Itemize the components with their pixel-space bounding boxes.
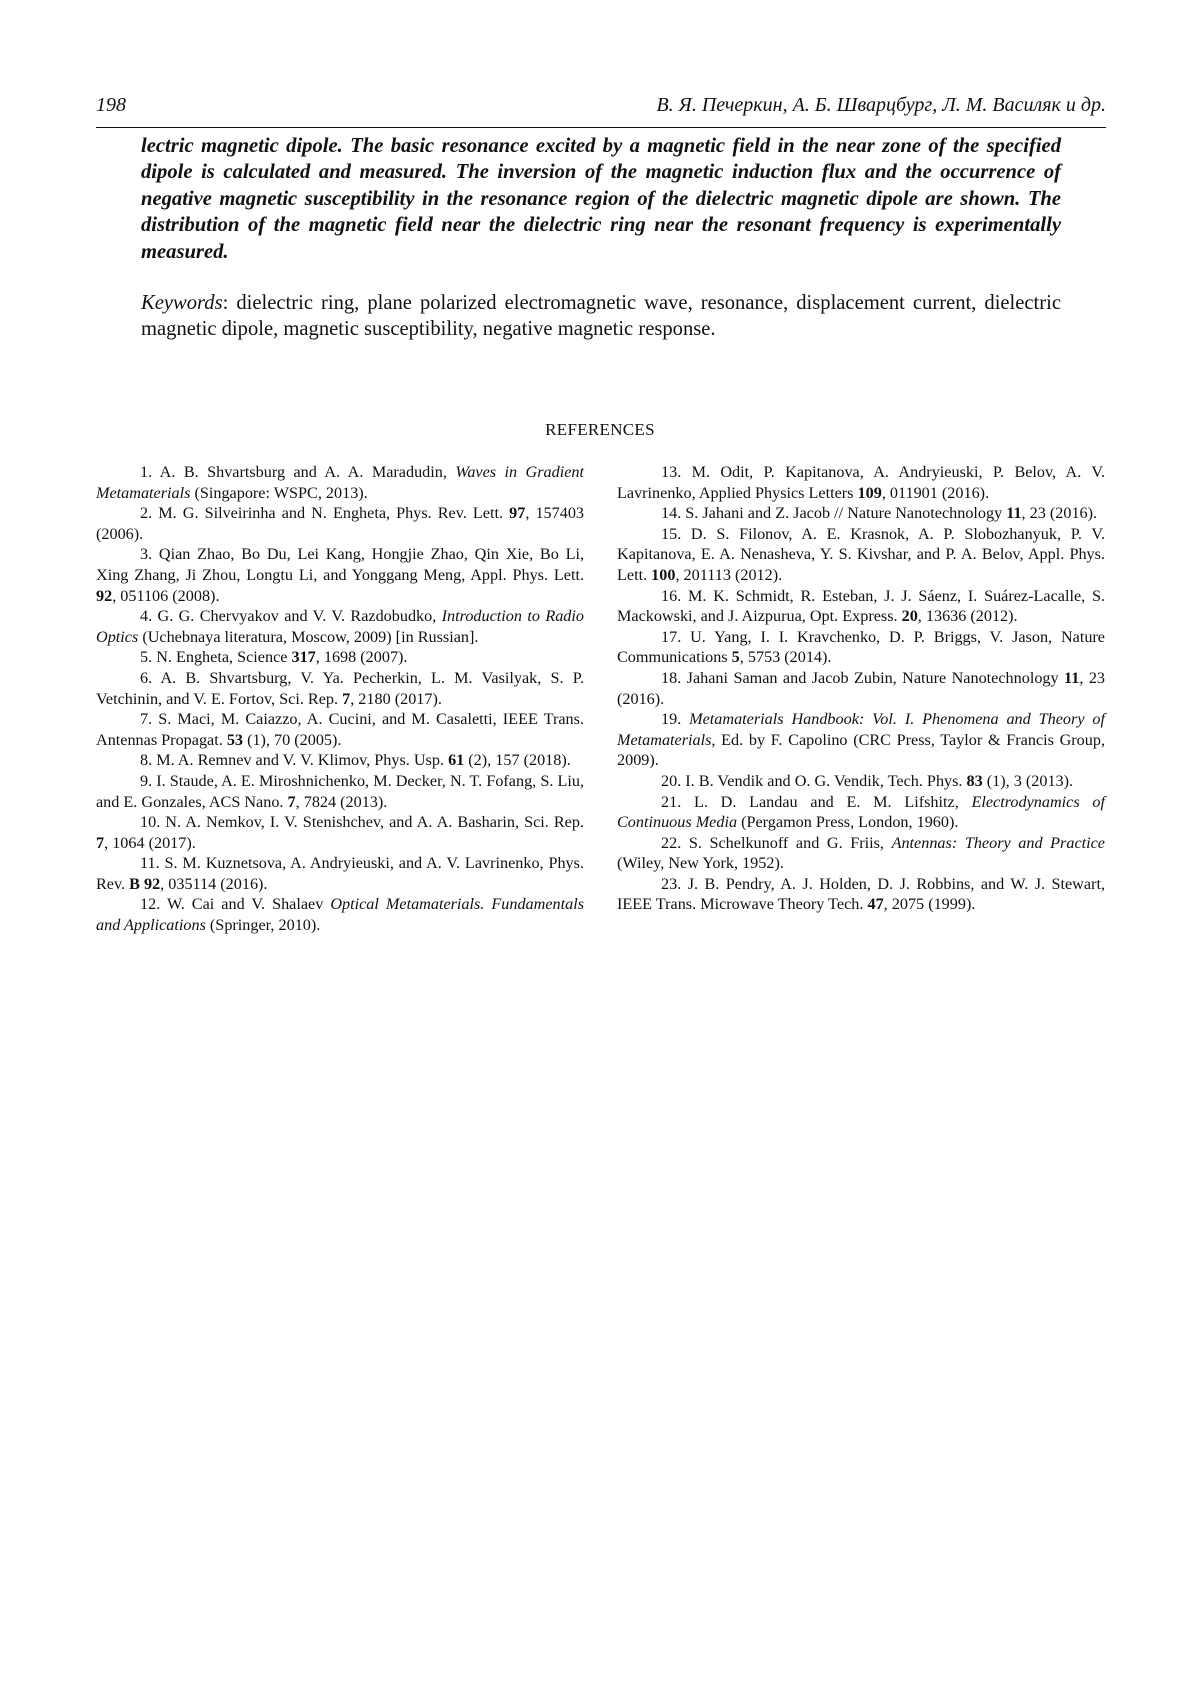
reference-text: 22. S. Schelkunoff and G. Friis, <box>661 834 892 852</box>
reference-volume-bold: 317 <box>291 648 315 666</box>
reference-text: 3. Qian Zhao, Bo Du, Lei Kang, Hongjie Zhao, Qin Xie, Bo Li, Xing Zhang, Ji Zhou, Longtu Li, and Yonggang Meng, Appl. Phys. Lett. <box>96 545 584 584</box>
reference-text: 4. G. G. Chervyakov and V. V. Razdobudko, <box>140 607 442 625</box>
reference-item <box>96 709 584 750</box>
reference-text: , 1698 (2007). <box>316 648 408 666</box>
reference-text: , 23 (2016). <box>617 669 1105 708</box>
references-column-left <box>96 462 584 936</box>
reference-item <box>96 606 584 647</box>
reference-text: , 23 (2016). <box>1022 504 1098 522</box>
reference-text: 15. D. S. Filonov, A. E. Krasnok, A. P. Slobozhanyuk, P. V. Kapitanova, E. A. Nenasheva, Y. S. Kivshar, and P. A. Belov, Appl. Phys. Lett. <box>617 525 1105 584</box>
reference-item <box>617 771 1105 792</box>
reference-text: , 157403 (2006). <box>96 504 584 543</box>
reference-text: , 2180 (2017). <box>350 690 442 708</box>
keywords <box>141 290 1061 343</box>
reference-text: 23. J. B. Pendry, A. J. Holden, D. J. Robbins, and W. J. Stewart, IEEE Trans. Microwave Theory Tech. <box>617 875 1105 914</box>
reference-volume-bold: 20 <box>902 607 918 625</box>
reference-title-italic: Antennas: Theory and Practice <box>892 834 1105 852</box>
reference-text: 7. S. Maci, M. Caiazzo, A. Cucini, and M. Casaletti, IEEE Trans. Antennas Propagat. <box>96 710 584 749</box>
reference-item <box>96 812 584 853</box>
reference-item <box>617 668 1105 709</box>
keywords-text: : dielectric ring, plane polarized electromagnetic wave, resonance, displacement current, dielectric magnetic dipole, magnetic susceptibility, negative magnetic response. <box>141 292 1061 340</box>
reference-title-italic: Waves in Gradient Metamaterials <box>96 463 584 502</box>
reference-volume-bold: 97 <box>509 504 525 522</box>
reference-item <box>617 874 1105 915</box>
reference-title-italic: Optical Metamaterials. Fundamentals and Applications <box>96 895 584 934</box>
reference-text: 1. A. B. Shvartsburg and A. A. Maradudin, <box>140 463 455 481</box>
reference-text: 9. I. Staude, A. E. Miroshnichenko, M. Decker, N. T. Fofang, S. Liu, and E. Gonzales, ACS Nano. <box>96 772 584 811</box>
reference-volume-bold: 61 <box>448 751 464 769</box>
reference-text: , 051106 (2008). <box>112 587 219 605</box>
reference-text: 8. M. A. Remnev and V. V. Klimov, Phys. Usp. <box>140 751 448 769</box>
reference-text: (1), 3 (2013). <box>983 772 1073 790</box>
references-column-right <box>617 462 1105 915</box>
reference-text: (Uchebnaya literatura, Moscow, 2009) [in Russian]. <box>138 628 478 646</box>
reference-item <box>96 771 584 812</box>
reference-text: 6. A. B. Shvartsburg, V. Ya. Pecherkin, L. M. Vasilyak, S. P. Vetchinin, and V. E. Fortov, Sci. Rep. <box>96 669 584 708</box>
reference-text: , 7824 (2013). <box>296 793 388 811</box>
reference-item <box>96 853 584 894</box>
reference-text: (Springer, 2010). <box>206 916 320 934</box>
reference-text: 16. M. K. Schmidt, R. Esteban, J. J. Sáenz, I. Suárez-Lacalle, S. Mackowski, and J. Aizpurua, Opt. Express. <box>617 587 1105 626</box>
reference-volume-bold: 47 <box>867 895 883 913</box>
reference-item <box>617 709 1105 771</box>
reference-volume-bold: 11 <box>1064 669 1079 687</box>
reference-item <box>617 586 1105 627</box>
reference-item <box>617 503 1105 524</box>
header-rule <box>96 127 1106 128</box>
reference-volume-bold: 92 <box>96 587 112 605</box>
reference-volume-bold: 53 <box>227 731 243 749</box>
reference-item <box>96 668 584 709</box>
reference-text: 20. I. B. Vendik and O. G. Vendik, Tech. Phys. <box>661 772 967 790</box>
reference-text: , 1064 (2017). <box>104 834 196 852</box>
reference-item <box>96 503 584 544</box>
running-authors: В. Я. Печеркин, А. Б. Шварцбург, Л. М. Василяк и др. <box>656 94 1106 117</box>
reference-text: (Pergamon Press, London, 1960). <box>737 813 958 831</box>
reference-item <box>617 792 1105 833</box>
reference-text: 21. L. D. Landau and E. M. Lifshitz, <box>661 793 971 811</box>
reference-volume-bold: 109 <box>858 484 882 502</box>
abstract-text: lectric magnetic dipole. The basic resonance excited by a magnetic field in the near zone of the specified dipole is calculated and measured. The inversion of the magnetic induction flux and the occurrence of negative magnetic susceptibility in the resonance region of the dielectric magnetic dipole are shown. The distribution of the magnetic field near the dielectric ring near the resonant frequency is experimentally measured. <box>141 133 1061 265</box>
reference-volume-bold: 7 <box>342 690 350 708</box>
reference-item <box>617 524 1105 586</box>
reference-item <box>96 647 584 668</box>
reference-volume-bold: 100 <box>651 566 675 584</box>
reference-item <box>96 544 584 606</box>
reference-item <box>617 833 1105 874</box>
reference-text: 17. U. Yang, I. I. Kravchenko, D. P. Briggs, V. Jason, Nature Communications <box>617 628 1105 667</box>
reference-volume-bold: 7 <box>96 834 104 852</box>
reference-title-italic: Electrodynamics of Continuous Media <box>617 793 1105 832</box>
reference-item <box>96 894 584 935</box>
reference-text: 19. <box>661 710 689 728</box>
reference-text: 18. Jahani Saman and Jacob Zubin, Nature Nanotechnology <box>661 669 1064 687</box>
reference-volume-bold: 11 <box>1006 504 1021 522</box>
reference-item <box>96 462 584 503</box>
reference-title-italic: Introduction to Radio Optics <box>96 607 584 646</box>
references-title: REFERENCES <box>0 420 1200 440</box>
reference-volume-bold: 5 <box>732 648 740 666</box>
reference-title-italic: Metamaterials Handbook: Vol. I. Phenomena and Theory of Metamaterials, <box>617 710 1105 749</box>
reference-text: 2. M. G. Silveirinha and N. Engheta, Phys. Rev. Lett. <box>140 504 509 522</box>
reference-text: 11. S. M. Kuznetsova, A. Andryieuski, and A. V. Lavrinenko, Phys. Rev. <box>96 854 584 893</box>
reference-text: , 035114 (2016). <box>160 875 267 893</box>
reference-text: 13. M. Odit, P. Kapitanova, A. Andryieuski, P. Belov, A. V. Lavrinenko, Applied Physics Letters <box>617 463 1105 502</box>
reference-text: (2), 157 (2018). <box>464 751 571 769</box>
reference-text: Ed. by F. Capolino (CRC Press, Taylor & Francis Group, 2009). <box>617 731 1105 770</box>
reference-text: 10. N. A. Nemkov, I. V. Stenishchev, and A. A. Basharin, Sci. Rep. <box>140 813 584 831</box>
reference-item <box>617 462 1105 503</box>
reference-volume-bold: 7 <box>288 793 296 811</box>
reference-item <box>96 750 584 771</box>
page-number: 198 <box>96 94 126 117</box>
reference-text: , 5753 (2014). <box>740 648 832 666</box>
reference-volume-bold: 83 <box>967 772 983 790</box>
reference-text: 5. N. Engheta, Science <box>140 648 291 666</box>
reference-text: , 201113 (2012). <box>675 566 782 584</box>
reference-text: , 13636 (2012). <box>918 607 1018 625</box>
running-header <box>96 90 1106 120</box>
reference-text: (1), 70 (2005). <box>243 731 341 749</box>
reference-text: 14. S. Jahani and Z. Jacob // Nature Nanotechnology <box>661 504 1006 522</box>
reference-item <box>617 627 1105 668</box>
reference-volume-bold: B 92 <box>129 875 160 893</box>
reference-text: , 2075 (1999). <box>884 895 976 913</box>
reference-text: (Wiley, New York, 1952). <box>617 854 784 872</box>
keywords-label: Keywords <box>141 292 223 314</box>
reference-text: 12. W. Cai and V. Shalaev <box>140 895 330 913</box>
reference-text: (Singapore: WSPC, 2013). <box>190 484 367 502</box>
reference-text: , 011901 (2016). <box>882 484 989 502</box>
